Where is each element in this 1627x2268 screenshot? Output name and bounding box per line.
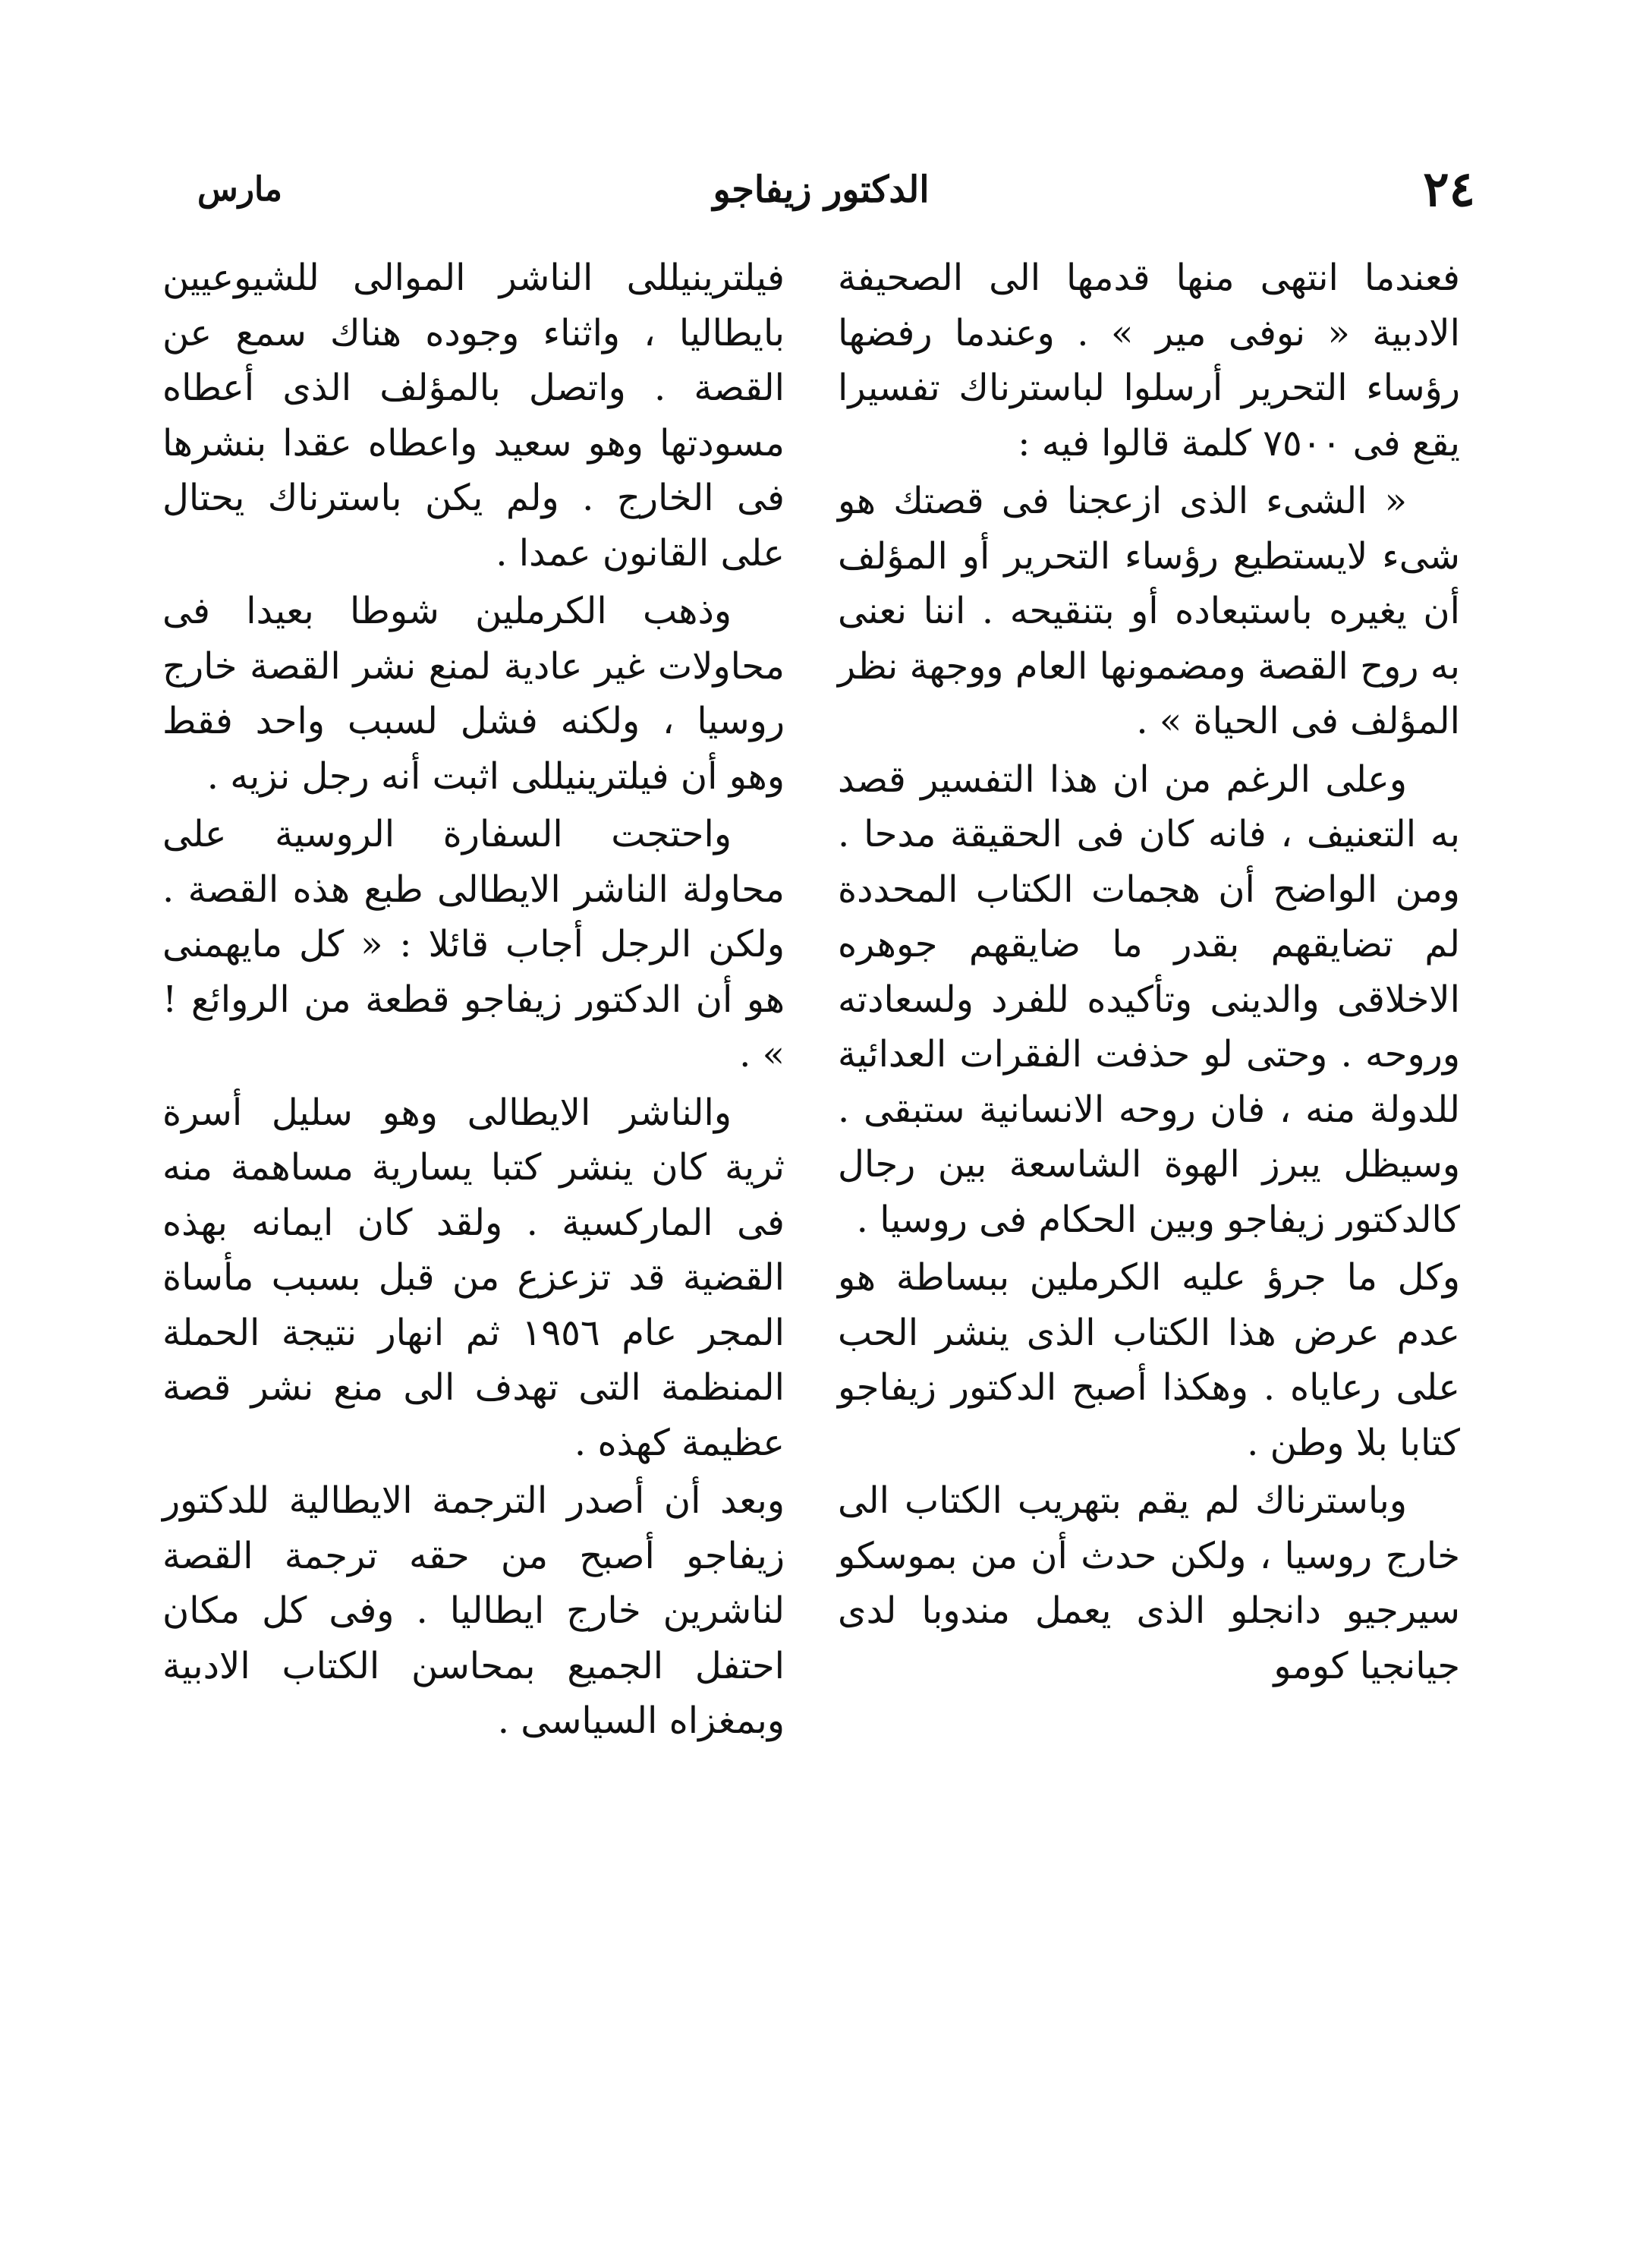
paragraph: وعلى الرغم من ان هذا التفسير قصد به التعنيف ، فانه كان فى الحقيقة مدحا . ومن الواضح أن هجمات الكتاب المحددة لم تضايقهم بقدر ما ضايقهم جوهره الاخلاقى والدينى وتأكيده للفرد ولسعادته وروحه . وحتى لو حذفت الفقرات العدائية للدولة منه ، فان روحه الانسانية ستبقى . وسيظل يبرز الهوة الشاسعة بين رجال كالدكتور زيفاجو وبين الحكام فى روسيا . xyxy=(838,758,1461,1241)
left-text-column xyxy=(162,250,785,1752)
paragraph: وباسترناك لم يقم بتهريب الكتاب الى خارج روسيا ، ولكن حدث أن من بموسكو سيرجيو دانجلو الذى يعمل مندوبا لدى جيانجيا كومو xyxy=(838,1479,1460,1687)
paragraph: فعندما انتهى منها قدمها الى الصحيفة الادبية « نوفى مير » . وعندما رفضها رؤساء التحرير أرسلوا لباسترناك تفسيرا يقع فى ٧٥٠٠ كلمة قالوا فيه : xyxy=(838,257,1460,465)
paragraph: فيلترينيللى الناشر الموالى للشيوعيين بايطاليا ، واثناء وجوده هناك سمع عن القصة . واتصل بالمؤلف الذى أعطاه مسودتها وهو سعيد واعطاه عقدا بنشرها فى الخارج . ولم يكن باسترناك يحتال على القانون عمدا . xyxy=(162,257,785,575)
paragraph: وكل ما جرؤ عليه الكرملين ببساطة هو عدم عرض هذا الكتاب الذى ينشر الحب على رعاياه . وهكذا أصبح الدكتور زيفاجو كتابا بلا وطن . xyxy=(838,1256,1460,1464)
paragraph: « الشىء الذى ازعجنا فى قصتك هو شىء لايستطيع رؤساء التحرير أو المؤلف أن يغيره باستبعاده أو بتنقيحه . اننا نعنى به روح القصة ومضمونها العام ووجهة نظر المؤلف فى الحياة » . xyxy=(838,480,1460,742)
right-text-column xyxy=(838,250,1460,1696)
issue-month: مارس xyxy=(197,170,282,209)
page-header xyxy=(167,156,1475,224)
paragraph: وبعد أن أصدر الترجمة الايطالية للدكتور زيفاجو أصبح من حقه ترجمة القصة لناشرين خارج ايطاليا . وفى كل مكان احتفل الجميع بمحاسن الكتاب الادبية وبمغزاه السياسى . xyxy=(162,1479,785,1742)
paragraph: والناشر الايطالى وهو سليل أسرة ثرية كان ينشر كتبا يسارية مساهمة منه فى الماركسية . ولقد كان ايمانه بهذه القضية قد تزعزع من قبل بسبب مأساة المجر عام ١٩٥٦ ثم انهار نتيجة الحملة المنظمة التى تهدف الى منع نشر قصة عظيمة كهذه . xyxy=(162,1091,785,1464)
paragraph: وذهب الكرملين شوطا بعيدا فى محاولات غير عادية لمنع نشر القصة خارج روسيا ، ولكنه فشل لسبب واحد فقط وهو أن فيلترينيللى اثبت أنه رجل نزيه . xyxy=(162,590,785,798)
page-number: ٢٤ xyxy=(1423,161,1475,218)
paragraph: واحتجت السفارة الروسية على محاولة الناشر الايطالى طبع هذه القصة . ولكن الرجل أجاب قائلا : « كل مايهمنى هو أن الدكتور زيفاجو قطعة من الروائع ! » . xyxy=(162,813,785,1076)
running-title: الدكتور زيفاجو xyxy=(713,169,930,211)
